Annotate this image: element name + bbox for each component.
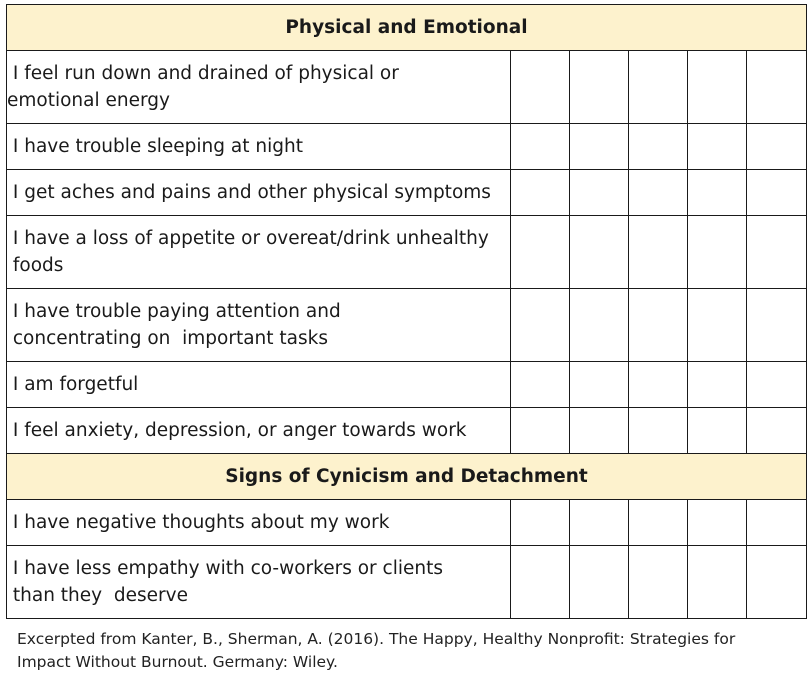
rating-cell-1[interactable]: [511, 362, 570, 408]
statement-cell: [7, 216, 511, 289]
rating-cell-5[interactable]: [747, 124, 807, 170]
rating-cell-2[interactable]: [570, 216, 629, 289]
rating-cell-5[interactable]: [747, 408, 807, 454]
rating-cell-2[interactable]: [570, 362, 629, 408]
citation-footer: [17, 628, 777, 674]
rating-cell-4[interactable]: [688, 124, 747, 170]
rating-cell-4[interactable]: [688, 51, 747, 124]
statement-text: I have trouble paying attention and: [7, 301, 341, 322]
citation-line-2: Impact Without Burnout. Germany: Wiley.: [17, 653, 338, 671]
statement-cell: [7, 51, 511, 124]
rating-cell-3[interactable]: [629, 216, 688, 289]
rating-cell-1[interactable]: [511, 408, 570, 454]
citation-line-1: Excerpted from Kanter, B., Sherman, A. (2016). The Happy, Healthy Nonprofit: Strategies for: [17, 630, 736, 648]
rating-cell-1[interactable]: [511, 216, 570, 289]
rating-cell-1[interactable]: [511, 500, 570, 546]
statement-text: foods: [7, 255, 64, 276]
statement-text: I have a loss of appetite or overeat/drink unhealthy: [7, 228, 489, 249]
rating-cell-2[interactable]: [570, 51, 629, 124]
rating-cell-2[interactable]: [570, 408, 629, 454]
checklist-row: [7, 289, 807, 362]
rating-cell-1[interactable]: [511, 124, 570, 170]
statement-cell: [7, 124, 511, 170]
rating-cell-1[interactable]: [511, 51, 570, 124]
checklist-row: [7, 51, 807, 124]
checklist-row: [7, 124, 807, 170]
statement-cell: [7, 289, 511, 362]
statement-text: I feel run down and drained of physical or: [7, 63, 399, 84]
rating-cell-3[interactable]: [629, 170, 688, 216]
rating-cell-3[interactable]: [629, 289, 688, 362]
statement-cell: [7, 408, 511, 454]
rating-cell-2[interactable]: [570, 546, 629, 619]
statement-text: concentrating on important tasks: [7, 328, 328, 349]
statement-text: I have trouble sleeping at night: [7, 136, 303, 157]
checklist-row: [7, 408, 807, 454]
checklist-row: [7, 546, 807, 619]
section-header-row: [7, 454, 807, 500]
statement-text: emotional energy: [7, 90, 170, 111]
rating-cell-2[interactable]: [570, 170, 629, 216]
rating-cell-1[interactable]: [511, 170, 570, 216]
rating-cell-5[interactable]: [747, 362, 807, 408]
rating-cell-3[interactable]: [629, 51, 688, 124]
section-title: Signs of Cynicism and Detachment: [7, 454, 807, 500]
rating-cell-5[interactable]: [747, 216, 807, 289]
checklist-row: [7, 170, 807, 216]
rating-cell-3[interactable]: [629, 546, 688, 619]
rating-cell-4[interactable]: [688, 216, 747, 289]
rating-cell-3[interactable]: [629, 124, 688, 170]
statement-text: I have negative thoughts about my work: [7, 512, 390, 533]
statement-text: I feel anxiety, depression, or anger towards work: [7, 420, 467, 441]
rating-cell-4[interactable]: [688, 289, 747, 362]
rating-cell-3[interactable]: [629, 500, 688, 546]
statement-text: than they deserve: [7, 585, 188, 606]
rating-cell-4[interactable]: [688, 362, 747, 408]
checklist-row: [7, 362, 807, 408]
rating-cell-3[interactable]: [629, 408, 688, 454]
statement-cell: [7, 500, 511, 546]
rating-cell-3[interactable]: [629, 362, 688, 408]
statement-cell: [7, 170, 511, 216]
checklist-row: [7, 216, 807, 289]
rating-cell-5[interactable]: [747, 51, 807, 124]
rating-cell-2[interactable]: [570, 500, 629, 546]
rating-cell-5[interactable]: [747, 170, 807, 216]
statement-text: I am forgetful: [7, 374, 139, 395]
rating-cell-1[interactable]: [511, 546, 570, 619]
rating-cell-5[interactable]: [747, 546, 807, 619]
statement-cell: [7, 546, 511, 619]
rating-cell-5[interactable]: [747, 500, 807, 546]
checklist-row: [7, 500, 807, 546]
rating-cell-4[interactable]: [688, 170, 747, 216]
section-title: Physical and Emotional: [7, 5, 807, 51]
rating-cell-1[interactable]: [511, 289, 570, 362]
statement-text: I get aches and pains and other physical symptoms: [7, 182, 491, 203]
rating-cell-4[interactable]: [688, 546, 747, 619]
burnout-checklist-table: [6, 4, 807, 619]
rating-cell-5[interactable]: [747, 289, 807, 362]
statement-cell: [7, 362, 511, 408]
section-header-row: [7, 5, 807, 51]
rating-cell-2[interactable]: [570, 124, 629, 170]
rating-cell-4[interactable]: [688, 500, 747, 546]
rating-cell-2[interactable]: [570, 289, 629, 362]
rating-cell-4[interactable]: [688, 408, 747, 454]
statement-text: I have less empathy with co-workers or clients: [7, 558, 443, 579]
